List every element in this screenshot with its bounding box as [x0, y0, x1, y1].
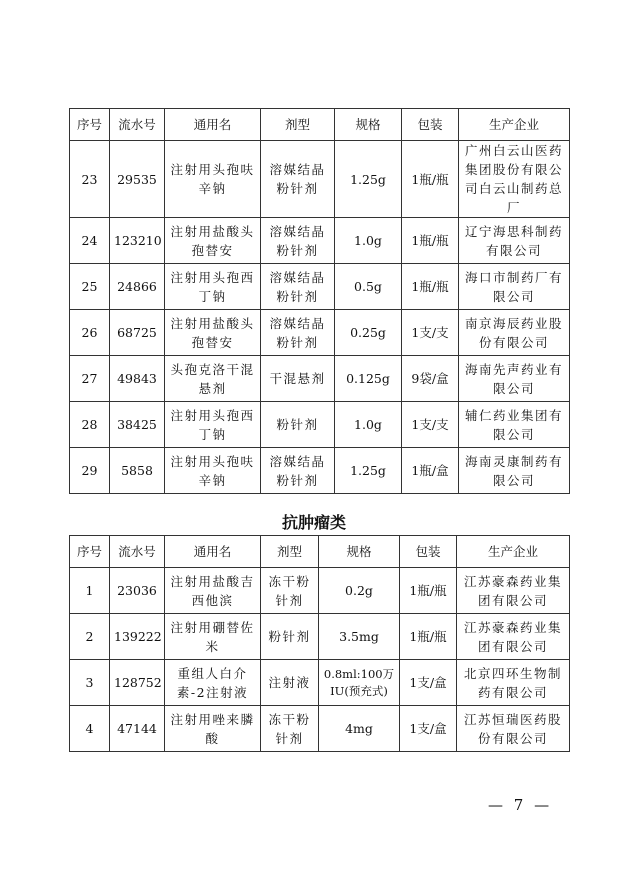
cell-spec: 0.125g: [335, 356, 402, 402]
header-serial: 流水号: [110, 536, 165, 568]
cell-dosage-form: 冻干粉针剂: [261, 706, 319, 752]
cell-dosage-form: 溶媒结晶粉针剂: [261, 264, 335, 310]
cell-generic-name: 注射用头孢呋辛钠: [165, 448, 261, 494]
cell-dosage-form: 冻干粉针剂: [261, 568, 319, 614]
cell-serial: 29535: [110, 141, 165, 218]
cell-dosage-form: 粉针剂: [261, 402, 335, 448]
cell-manufacturer: 辽宁海思科制药有限公司: [459, 218, 570, 264]
cell-seq: 28: [70, 402, 110, 448]
cell-seq: 27: [70, 356, 110, 402]
cell-spec: 4mg: [319, 706, 400, 752]
cell-manufacturer: 江苏豪森药业集团有限公司: [457, 568, 570, 614]
cell-spec: 0.25g: [335, 310, 402, 356]
cell-generic-name: 注射用硼替佐米: [165, 614, 261, 660]
cell-generic-name: 头孢克洛干混悬剂: [165, 356, 261, 402]
header-spec: 规格: [319, 536, 400, 568]
drug-table-1: [69, 108, 570, 494]
cell-seq: 3: [70, 660, 110, 706]
cell-package: 1支/支: [402, 310, 459, 356]
cell-generic-name: 注射用盐酸头孢替安: [165, 310, 261, 356]
cell-seq: 24: [70, 218, 110, 264]
cell-dosage-form: 干混悬剂: [261, 356, 335, 402]
cell-package: 1瓶/瓶: [402, 264, 459, 310]
cell-serial: 68725: [110, 310, 165, 356]
table-header: [70, 109, 570, 141]
cell-package: 1瓶/盒: [402, 448, 459, 494]
cell-seq: 1: [70, 568, 110, 614]
cell-spec: 1.0g: [335, 402, 402, 448]
cell-manufacturer: 海南灵康制药有限公司: [459, 448, 570, 494]
cell-generic-name: 注射用盐酸头孢替安: [165, 218, 261, 264]
cell-manufacturer: 江苏豪森药业集团有限公司: [457, 614, 570, 660]
cell-manufacturer: 北京四环生物制药有限公司: [457, 660, 570, 706]
cell-package: 1支/盒: [400, 706, 457, 752]
cell-seq: 23: [70, 141, 110, 218]
cell-spec: 0.2g: [319, 568, 400, 614]
table-row: [70, 356, 570, 402]
cell-spec: 0.8ml:100万IU(预充式): [319, 660, 400, 706]
cell-serial: 5858: [110, 448, 165, 494]
cell-serial: 139222: [110, 614, 165, 660]
header-spec: 规格: [335, 109, 402, 141]
cell-dosage-form: 溶媒结晶粉针剂: [261, 141, 335, 218]
cell-seq: 26: [70, 310, 110, 356]
section-title: 抗肿瘤类: [281, 513, 346, 532]
cell-manufacturer: 海口市制药厂有限公司: [459, 264, 570, 310]
cell-seq: 2: [70, 614, 110, 660]
cell-seq: 4: [70, 706, 110, 752]
header-dosage-form: 剂型: [261, 536, 319, 568]
cell-serial: 47144: [110, 706, 165, 752]
cell-dosage-form: 溶媒结晶粉针剂: [261, 448, 335, 494]
header-seq: 序号: [70, 536, 110, 568]
cell-spec: 1.25g: [335, 448, 402, 494]
table-row: [70, 706, 570, 752]
table-row: [70, 660, 570, 706]
cell-serial: 123210: [110, 218, 165, 264]
cell-package: 1瓶/瓶: [400, 614, 457, 660]
cell-serial: 24866: [110, 264, 165, 310]
cell-package: 1支/支: [402, 402, 459, 448]
cell-manufacturer: 广州白云山医药集团股份有限公司白云山制药总厂: [459, 141, 570, 218]
header-dosage-form: 剂型: [261, 109, 335, 141]
cell-package: 1瓶/瓶: [402, 141, 459, 218]
cell-dosage-form: 溶媒结晶粉针剂: [261, 218, 335, 264]
cell-manufacturer: 江苏恒瑞医药股份有限公司: [457, 706, 570, 752]
cell-dosage-form: 注射液: [261, 660, 319, 706]
header-manufacturer: 生产企业: [459, 109, 570, 141]
header-serial: 流水号: [110, 109, 165, 141]
table-row: [70, 310, 570, 356]
header-package: 包装: [400, 536, 457, 568]
cell-manufacturer: 海南先声药业有限公司: [459, 356, 570, 402]
table-row: [70, 614, 570, 660]
cell-package: 1支/盒: [400, 660, 457, 706]
cell-manufacturer: 南京海辰药业股份有限公司: [459, 310, 570, 356]
cell-serial: 49843: [110, 356, 165, 402]
cell-spec: 0.5g: [335, 264, 402, 310]
header-manufacturer: 生产企业: [457, 536, 570, 568]
cell-generic-name: 注射用头孢呋辛钠: [165, 141, 261, 218]
cell-spec: 1.25g: [335, 141, 402, 218]
table-header: [70, 536, 570, 568]
header-seq: 序号: [70, 109, 110, 141]
cell-seq: 29: [70, 448, 110, 494]
table-row: [70, 141, 570, 218]
header-generic-name: 通用名: [165, 109, 261, 141]
cell-dosage-form: 粉针剂: [261, 614, 319, 660]
cell-manufacturer: 辅仁药业集团有限公司: [459, 402, 570, 448]
cell-generic-name: 重组人白介素-2注射液: [165, 660, 261, 706]
header-generic-name: 通用名: [165, 536, 261, 568]
cell-dosage-form: 溶媒结晶粉针剂: [261, 310, 335, 356]
cell-generic-name: 注射用盐酸吉西他滨: [165, 568, 261, 614]
table-row: [70, 568, 570, 614]
cell-seq: 25: [70, 264, 110, 310]
cell-spec: 1.0g: [335, 218, 402, 264]
page-number: — 7 —: [488, 796, 553, 814]
cell-package: 1瓶/瓶: [400, 568, 457, 614]
table-row: [70, 448, 570, 494]
cell-package: 1瓶/瓶: [402, 218, 459, 264]
cell-generic-name: 注射用唑来膦酸: [165, 706, 261, 752]
cell-generic-name: 注射用头孢西丁钠: [165, 402, 261, 448]
header-package: 包装: [402, 109, 459, 141]
drug-table-2: [69, 535, 570, 752]
cell-serial: 23036: [110, 568, 165, 614]
table-row: [70, 218, 570, 264]
table-row: [70, 264, 570, 310]
cell-serial: 128752: [110, 660, 165, 706]
cell-generic-name: 注射用头孢西丁钠: [165, 264, 261, 310]
cell-spec: 3.5mg: [319, 614, 400, 660]
cell-package: 9袋/盒: [402, 356, 459, 402]
cell-serial: 38425: [110, 402, 165, 448]
table-row: [70, 402, 570, 448]
